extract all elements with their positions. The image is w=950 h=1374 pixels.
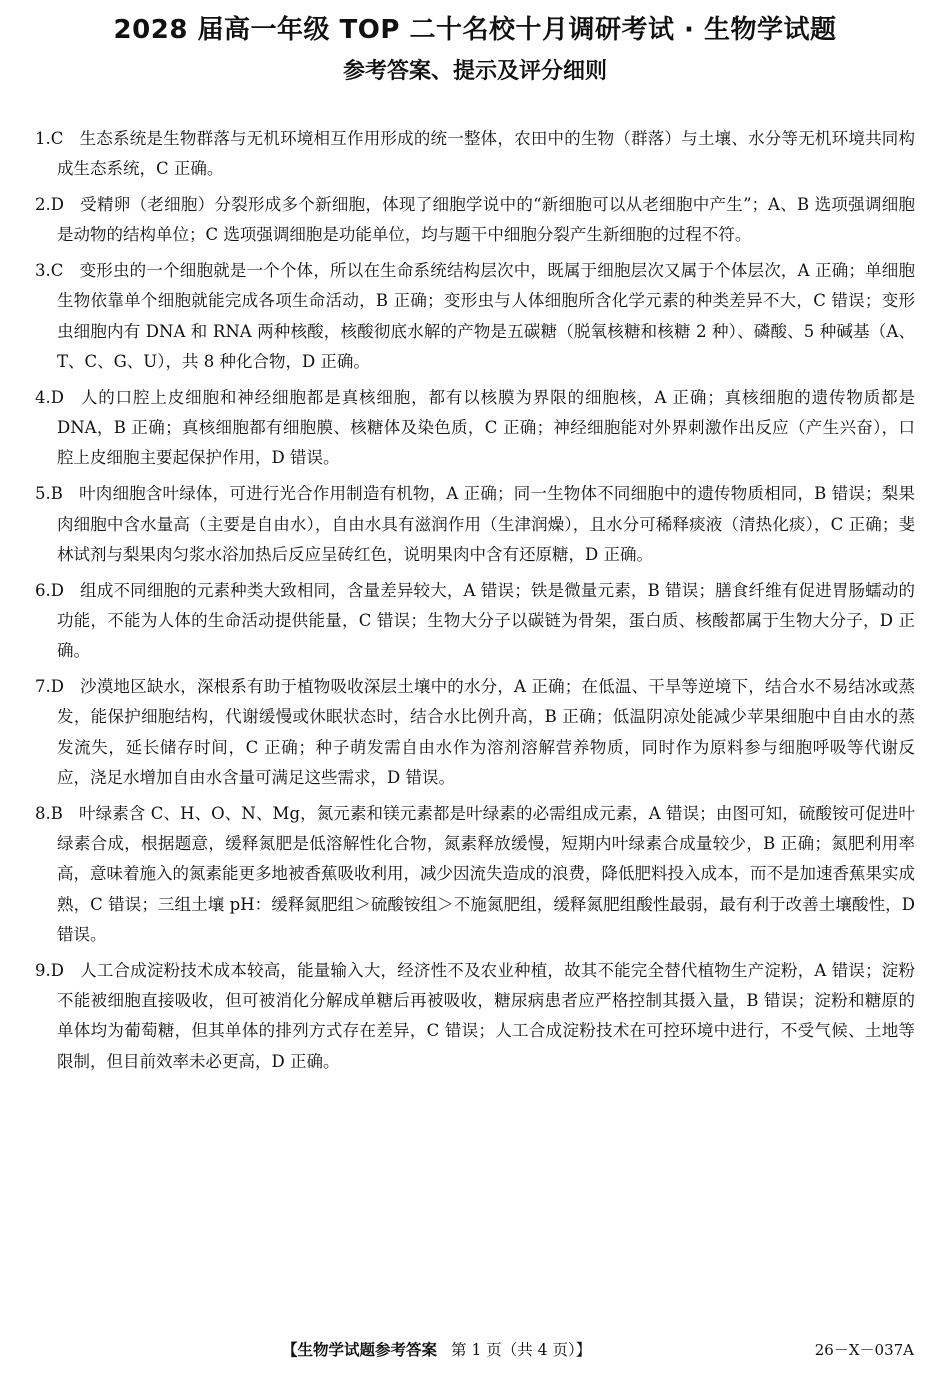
item-explanation: 组成不同细胞的元素种类大致相同，含量差异较大，A 错误；铁是微量元素，B 错误；膳食纤维有促进胃肠蠕动的功能，不能为人体的生命活动提供能量，C 错误；生物大分子以碳链为骨架，蛋白质、核酸都属于生物大分子，D 正确。 (57, 580, 915, 661)
item-number: 4. (35, 387, 51, 407)
item-number: 8. (35, 803, 51, 823)
answer-item-5 (35, 479, 915, 570)
answer-item-2 (35, 190, 915, 251)
footer-exam-code: 26－X－037A (814, 1341, 914, 1359)
item-answer: D (50, 195, 64, 215)
item-explanation: 叶绿素含 C、H、O、N、Mg，氮元素和镁元素都是叶绿素的必需组成元素，A 错误；由图可知，硫酸铵可促进叶绿素合成，根据题意，缓释氮肥是低溶解性化合物，氮素释放缓慢，短期内叶绿素合成量较少，B 正确；氮肥利用率高，意味着施入的氮素能更多地被香蕉吸收利用，减少因流失造成的浪费，降低肥料投入成本，而不是加速香蕉果实成熟，C 错误；三组土壤 pH：缓释氮肥组＞硫酸铵组＞不施氮肥组，缓释氮肥组酸性最弱，最有利于改善土壤酸性，D 错误。 (57, 803, 915, 944)
footer-label (282, 1336, 591, 1364)
item-answer: D (50, 580, 64, 600)
page-footer (0, 1336, 950, 1364)
item-answer: B (50, 484, 63, 504)
item-number: 6. (35, 580, 51, 600)
item-number: 2. (35, 195, 51, 215)
answer-item-8 (35, 799, 915, 950)
page-subtitle: 参考答案、提示及评分细则 (342, 59, 607, 84)
item-number: 3. (35, 261, 51, 281)
answer-item-4 (35, 383, 915, 474)
footer-page-number: 第 1 页（共 4 页）】 (451, 1341, 592, 1359)
item-answer: D (50, 677, 64, 697)
item-explanation: 人的口腔上皮细胞和神经细胞都是真核细胞，都有以核膜为界限的细胞核，A 正确；真核细胞的遗传物质都是 DNA，B 正确；真核细胞都有细胞膜、核糖体及染色质，C 正确；神经细胞能对外界刺激作出反应（产生兴奋），口腔上皮细胞主要起保护作用，D 错误。 (57, 387, 915, 468)
footer-doc-label: 【生物学试题参考答案 (282, 1341, 438, 1359)
item-explanation: 叶肉细胞含叶绿体，可进行光合作用制造有机物，A 正确；同一生物体不同细胞中的遗传物质相同，B 错误；梨果肉细胞中含水量高（主要是自由水），自由水具有滋润作用（生津润燥），且水分可稀释痰液（清热化痰），C 正确；斐林试剂与梨果肉匀浆水浴加热后反应呈砖红色，说明果肉中含有还原糖，D 正确。 (57, 484, 915, 564)
item-explanation: 沙漠地区缺水，深根系有助于植物吸收深层土壤中的水分，A 正确；在低温、干旱等逆境下，结合水不易结冰或蒸发，能保护细胞结构，代谢缓慢或休眠状态时，结合水比例升高，B 正确；低温阴凉处能减少苹果细胞中自由水的蒸发流失，延长储存时间，C 正确；种子萌发需自由水作为溶剂溶解营养物质，同时作为原料参与细胞呼吸等代谢反应，浇足水增加自由水含量可满足这些需求，D 错误。 (57, 677, 915, 787)
page-title: 2028 届高一年级 TOP 二十名校十月调研考试 · 生物学试题 (113, 15, 837, 45)
item-number: 1. (35, 129, 51, 148)
item-answer: D (50, 960, 64, 980)
item-explanation: 变形虫的一个细胞就是一个个体，所以在生命系统结构层次中，既属于细胞层次又属于个体层次，A 正确；单细胞生物依靠单个细胞就能完成各项生命活动，B 正确；变形虫与人体细胞所含化学元素的种类差异不大，C 错误；变形虫细胞内有 DNA 和 RNA 两种核酸，核酸彻底水解的产物是五碳糖（脱氧核糖和核糖 2 种）、磷酸、5 种碱基（A、T、C、G、U），共 8 种化合物，D 正确。 (57, 261, 916, 372)
item-answer: C (50, 261, 64, 281)
answer-item-9 (35, 956, 915, 1077)
item-answer: B (50, 803, 63, 823)
answer-item-6 (35, 576, 915, 667)
answer-list (35, 124, 915, 1082)
item-answer: D (50, 387, 64, 407)
answer-item-3 (35, 256, 915, 377)
item-number: 5. (35, 484, 51, 504)
item-number: 9. (35, 960, 51, 980)
item-answer: C (50, 129, 64, 148)
item-explanation: 受精卵（老细胞）分裂形成多个新细胞，体现了细胞学说中的“新细胞可以从老细胞中产生”；A、B 选项强调细胞是动物的结构单位；C 选项强调细胞是功能单位，均与题干中细胞分裂产生新细胞的过程不符。 (57, 195, 915, 245)
item-explanation: 人工合成淀粉技术成本较高，能量输入大，经济性不及农业种植，故其不能完全替代植物生产淀粉，A 错误；淀粉不能被细胞直接吸收，但可被消化分解成单糖后再被吸收，糖尿病患者应严格控制其摄入量，B 错误；淀粉和糖原的单体均为葡萄糖，但其单体的排列方式存在差异，C 错误；人工合成淀粉技术在可控环境中进行，不受气候、土地等限制，但目前效率未必更高，D 正确。 (57, 960, 915, 1071)
item-number: 7. (35, 677, 51, 697)
answer-item-7 (35, 672, 915, 793)
answer-item-1 (35, 124, 915, 185)
item-explanation: 生态系统是生物群落与无机环境相互作用形成的统一整体，农田中的生物（群落）与土壤、水分等无机环境共同构成生态系统，C 正确。 (57, 129, 915, 179)
